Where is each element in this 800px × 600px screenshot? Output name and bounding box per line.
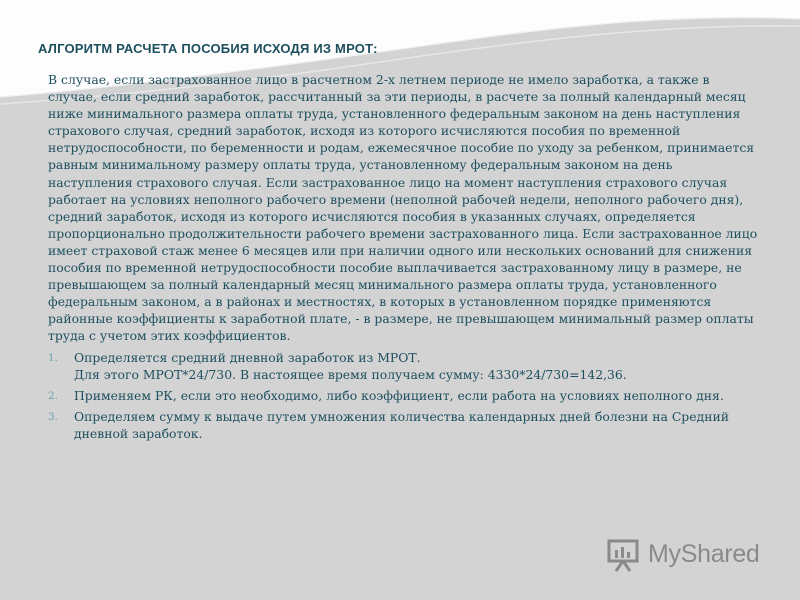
watermark-logo — [606, 538, 776, 572]
watermark-text: MyShared — [648, 540, 760, 568]
presentation-board-icon — [606, 538, 642, 572]
list-item-number: 2. — [48, 389, 59, 402]
slide-body — [48, 71, 758, 446]
slide-title: АЛГОРИТМ РАСЧЕТА ПОСОБИЯ ИСХОДЯ ИЗ МРОТ: — [38, 41, 378, 56]
body-paragraph: В случае, если застрахованное лицо в расчетном 2-х летнем периоде не имело заработка, а также в случае, если средний заработок, рассчитанный за эти периоды, в расчете за полный календарный месяц ниже минимального размера оплаты труда, установленного федеральным законом на день наступления страхового случая, средний заработок, исходя из которого исчисляются пособия по временной нетрудоспособности, по беременности и родам, ежемесячное пособие по уходу за ребенком, принимается равным минимальному размеру оплаты труда, установленному федеральным законом на день наступления страхового случая. Если застрахованное лицо на момент наступления страхового случая работает на условиях неполного рабочего времени (неполной рабочей недели, неполного рабочего дня), средний заработок, исходя из которого исчисляются пособия в указанных случаях, определяется пропорционально продолжительности рабочего времени застрахованного лица. Если застрахованное лицо имеет страховой стаж менее 6 месяцев или при наличии одного или нескольких оснований для снижения пособия по временной нетрудоспособности пособие выплачивается застрахованному лицу в размере, не превышающем за полный календарный месяц минимального размера оплаты труда, установленного федеральным законом, а в районах и местностях, в которых в установленном порядке применяются районные коэффициенты к заработной плате, - в размере, не превышающем минимальный размер оплаты труда с учетом этих коэффициентов. — [48, 72, 758, 344]
list-item — [48, 387, 758, 404]
steps-list — [48, 349, 758, 442]
list-item — [48, 408, 758, 442]
list-item-number: 3. — [48, 410, 59, 423]
list-item-text: Для этого МРОТ*24/730. В настоящее время получаем сумму: 4330*24/730=142,36. — [74, 366, 627, 382]
list-item-text: Определяется средний дневной заработок из МРОТ. — [74, 349, 421, 365]
list-item-text: Определяем сумму к выдаче путем умножения количества календарных дней болезни на Средний дневной заработок. — [74, 408, 729, 441]
list-item-text: Применяем РК, если это необходимо, либо коэффициент, если работа на условиях неполного дня. — [74, 387, 724, 403]
list-item — [48, 349, 758, 383]
list-item-number: 1. — [48, 351, 59, 364]
